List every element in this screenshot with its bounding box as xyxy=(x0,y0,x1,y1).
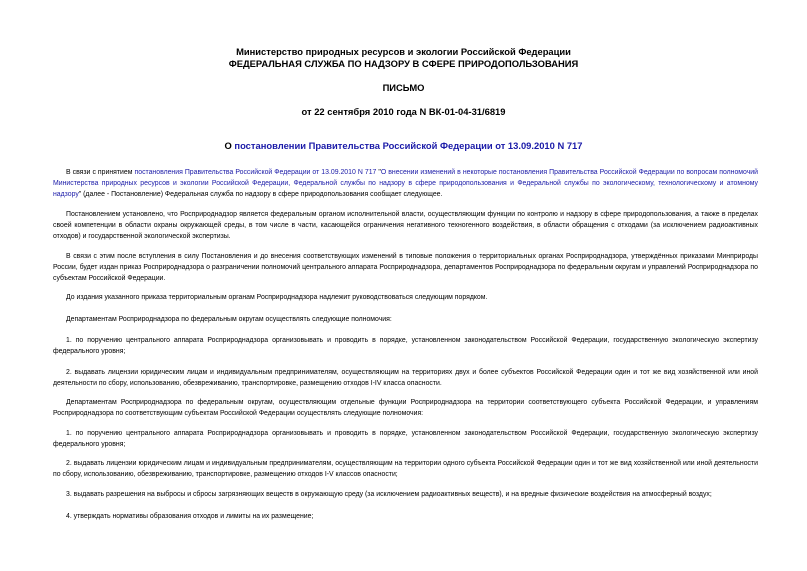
document-subject xyxy=(0,140,807,152)
paragraph-12: 4. утверждать нормативы образования отходов и лимиты на их размещение; xyxy=(66,513,314,520)
p1-text-a: В связи с принятием xyxy=(66,169,135,176)
document-date-number: от 22 сентября 2010 года N ВК-01-04-31/6819 xyxy=(301,106,506,117)
paragraph-6: 1. по поручению центрального аппарата Росприроднадзора организовывать и проводить в порядке, установленном законодательством Российской Федерации, государственную экологическую экспертизу федерального уровня; xyxy=(53,337,758,355)
ministry-title: Министерство природных ресурсов и экологии Российской Федерации xyxy=(236,46,571,57)
p1-text-b: " xyxy=(376,169,381,176)
service-title: ФЕДЕРАЛЬНАЯ СЛУЖБА ПО НАДЗОРУ В СФЕРЕ ПРИРОДОПОЛЬЗОВАНИЯ xyxy=(228,58,579,69)
paragraph-10: 2. выдавать лицензии юридическим лицам и индивидуальным предпринимателям, осуществляющим на территории одного субъекта Российской Федерации один и тот же вид хозяйственной или иной деятельности по сбору, использованию, обезвреживанию, транспортировке, размещению отходов I-V классов опасности; xyxy=(53,460,758,478)
paragraph-9: 1. по поручению центрального аппарата Росприроднадзора организовывать и проводить в порядке, установленном законодательством Российской Федерации, государственную экологическую экспертизу федерального уровня; xyxy=(53,430,758,448)
p1-link-resolution[interactable]: постановления Правительства Российской Федерации от 13.09.2010 N 717 xyxy=(134,169,377,176)
document-type: ПИСЬМО xyxy=(382,82,425,93)
p1-text-c: " (далее - Постановление) Федеральная служба по надзору в сфере природопользования сообщает следующее. xyxy=(78,191,443,198)
paragraph-8: Департаментам Росприроднадзора по федеральным округам, осуществляющим отдельные функции Росприроднадзора на территории соответствующего субъекта Российской Федерации, и управлениям Росприроднадзора по соответствующим субъектам Российской Федерации осуществлять следующие полномочия: xyxy=(53,399,758,417)
subject-prefix: О xyxy=(224,140,235,151)
paragraph-3: В связи с этим после вступления в силу Постановления и до внесения соответствующих изменений в типовые положения о территориальных органах Росприроднадзора, утверждённых приказами Минприроды России, будет издан приказ Росприроднадзора о разграничении полномочий центрального аппарата Росприроднадзора, департаментов Росприроднадзора по федеральным округам и управлений Росприроднадзора по субъектам Российской Федерации. xyxy=(53,253,758,282)
paragraph-5: Департаментам Росприроднадзора по федеральным округам осуществлять следующие полномочия: xyxy=(66,316,392,323)
paragraph-1 xyxy=(53,167,758,200)
p1-link-resolution-title[interactable]: О внесении изменений в некоторые постановления Правительства Российской Федерации по вопросам полномочий Министерства природных ресурсов и экологии Российской Федерации, Федеральной службы по надзору в сфере природопользования и Федеральной службы по экологическому, технологическому и атомному надзору xyxy=(53,169,758,198)
paragraph-4: До издания указанного приказа территориальным органам Росприроднадзора надлежит руководствоваться следующим порядком. xyxy=(66,294,488,301)
subject-link[interactable]: постановлении Правительства Российской Федерации от 13.09.2010 N 717 xyxy=(234,140,583,151)
paragraph-11: 3. выдавать разрешения на выбросы и сбросы загрязняющих веществ в окружающую среду (за исключением радиоактивных веществ), и на вредные физические воздействия на атмосферный воздух; xyxy=(66,491,712,498)
paragraph-7: 2. выдавать лицензии юридическим лицам и индивидуальным предпринимателям, осуществляющим на территориях двух и более субъектов Российской Федерации один и тот же вид хозяйственной или иной деятельности по сбору, использованию, обезвреживанию, транспортировке, размещению отходов I-IV класса опасности. xyxy=(53,369,758,387)
paragraph-2: Постановлением установлено, что Росприроднадзор является федеральным органом исполнительной власти, осуществляющим функции по контролю и надзору в сфере природопользования, а также в пределах своей компетенции в области охраны окружающей среды, в том числе в части, касающейся ограничения негативного техногенного воздействия, в области обращения с отходами (за исключением радиоактивных отходов) и государственной экологической экспертизы. xyxy=(53,211,758,240)
